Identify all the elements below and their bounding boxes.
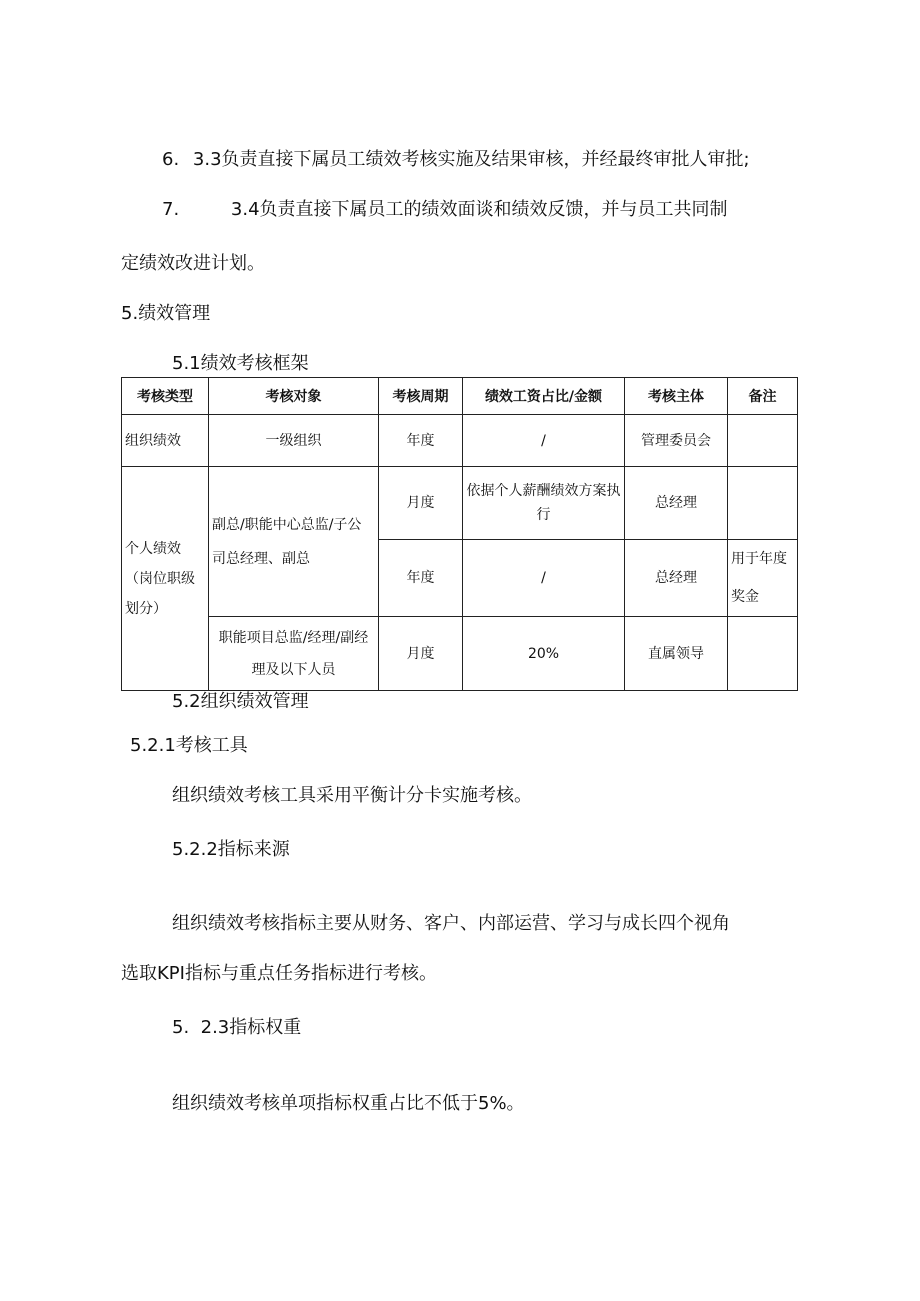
header-target: 考核对象 — [209, 378, 379, 415]
cell-note — [728, 617, 798, 691]
cell-cycle: 年度 — [379, 540, 463, 617]
section-5-2-heading: 5.2组织绩效管理 — [172, 691, 309, 712]
cell-subject: 总经理 — [625, 540, 728, 617]
section-5-2-1-heading: 5.2.1考核工具 — [130, 735, 248, 756]
section-5-2-2-heading: 5.2.2指标来源 — [172, 839, 290, 860]
paragraph-5-2-3: 组织绩效考核单项指标权重占比不低于5%。 — [172, 1093, 525, 1114]
header-note: 备注 — [728, 378, 798, 415]
section-5-heading: 5.绩效管理 — [121, 303, 211, 324]
cell-type-text: 个人绩效（岗位职级划分） — [125, 540, 195, 617]
paragraph-5-2-1: 组织绩效考核工具采用平衡计分卡实施考核。 — [172, 785, 532, 806]
paragraph-7-number: 7. — [162, 199, 180, 220]
table-row — [122, 467, 798, 540]
cell-ratio: / — [463, 415, 625, 467]
cell-cycle: 月度 — [379, 617, 463, 691]
paragraph-7-text: 3.4负责直接下属员工的绩效面谈和绩效反馈，并与员工共同制 — [230, 199, 728, 220]
performance-framework-table — [121, 377, 798, 691]
cell-subject: 管理委员会 — [625, 415, 728, 467]
cell-target: 职能项目总监/经理/副经理及以下人员 — [209, 617, 379, 691]
header-type: 考核类型 — [122, 378, 209, 415]
cell-ratio: / — [463, 540, 625, 617]
cell-subject: 总经理 — [625, 467, 728, 540]
cell-type: 组织绩效 — [122, 415, 209, 467]
paragraph-7 — [162, 198, 728, 222]
cell-cycle: 年度 — [379, 415, 463, 467]
cell-type-merged — [122, 467, 209, 691]
cell-note — [728, 467, 798, 540]
cell-target-merged: 副总/职能中心总监/子公司总经理、副总 — [209, 467, 379, 617]
table-row — [122, 415, 798, 467]
paragraph-7-continued: 定绩效改进计划。 — [121, 253, 265, 274]
header-ratio: 绩效工资占比/金额 — [463, 378, 625, 415]
section-5-1-heading: 5.1绩效考核框架 — [172, 353, 309, 374]
table-row — [122, 617, 798, 691]
paragraph-6-text: 3.3负责直接下属员工绩效考核实施及结果审核，并经最终审批人审批; — [192, 149, 750, 170]
cell-note: 用于年度奖金 — [728, 540, 798, 617]
cell-target: 一级组织 — [209, 415, 379, 467]
paragraph-5-2-2-line1: 组织绩效考核指标主要从财务、客户、内部运营、学习与成长四个视角 — [172, 913, 730, 934]
table-header-row — [122, 378, 798, 415]
paragraph-5-2-2-line2: 选取KPI指标与重点任务指标进行考核。 — [121, 963, 437, 984]
cell-cycle: 月度 — [379, 467, 463, 540]
cell-ratio: 依据个人薪酬绩效方案执行 — [463, 467, 625, 540]
header-subject: 考核主体 — [625, 378, 728, 415]
paragraph-6-number: 6. — [162, 149, 180, 170]
header-cycle: 考核周期 — [379, 378, 463, 415]
cell-subject: 直属领导 — [625, 617, 728, 691]
cell-ratio: 20% — [463, 617, 625, 691]
section-5-2-3-heading: 5. 2.3指标权重 — [172, 1017, 302, 1038]
cell-note — [728, 415, 798, 467]
paragraph-6 — [162, 148, 750, 172]
